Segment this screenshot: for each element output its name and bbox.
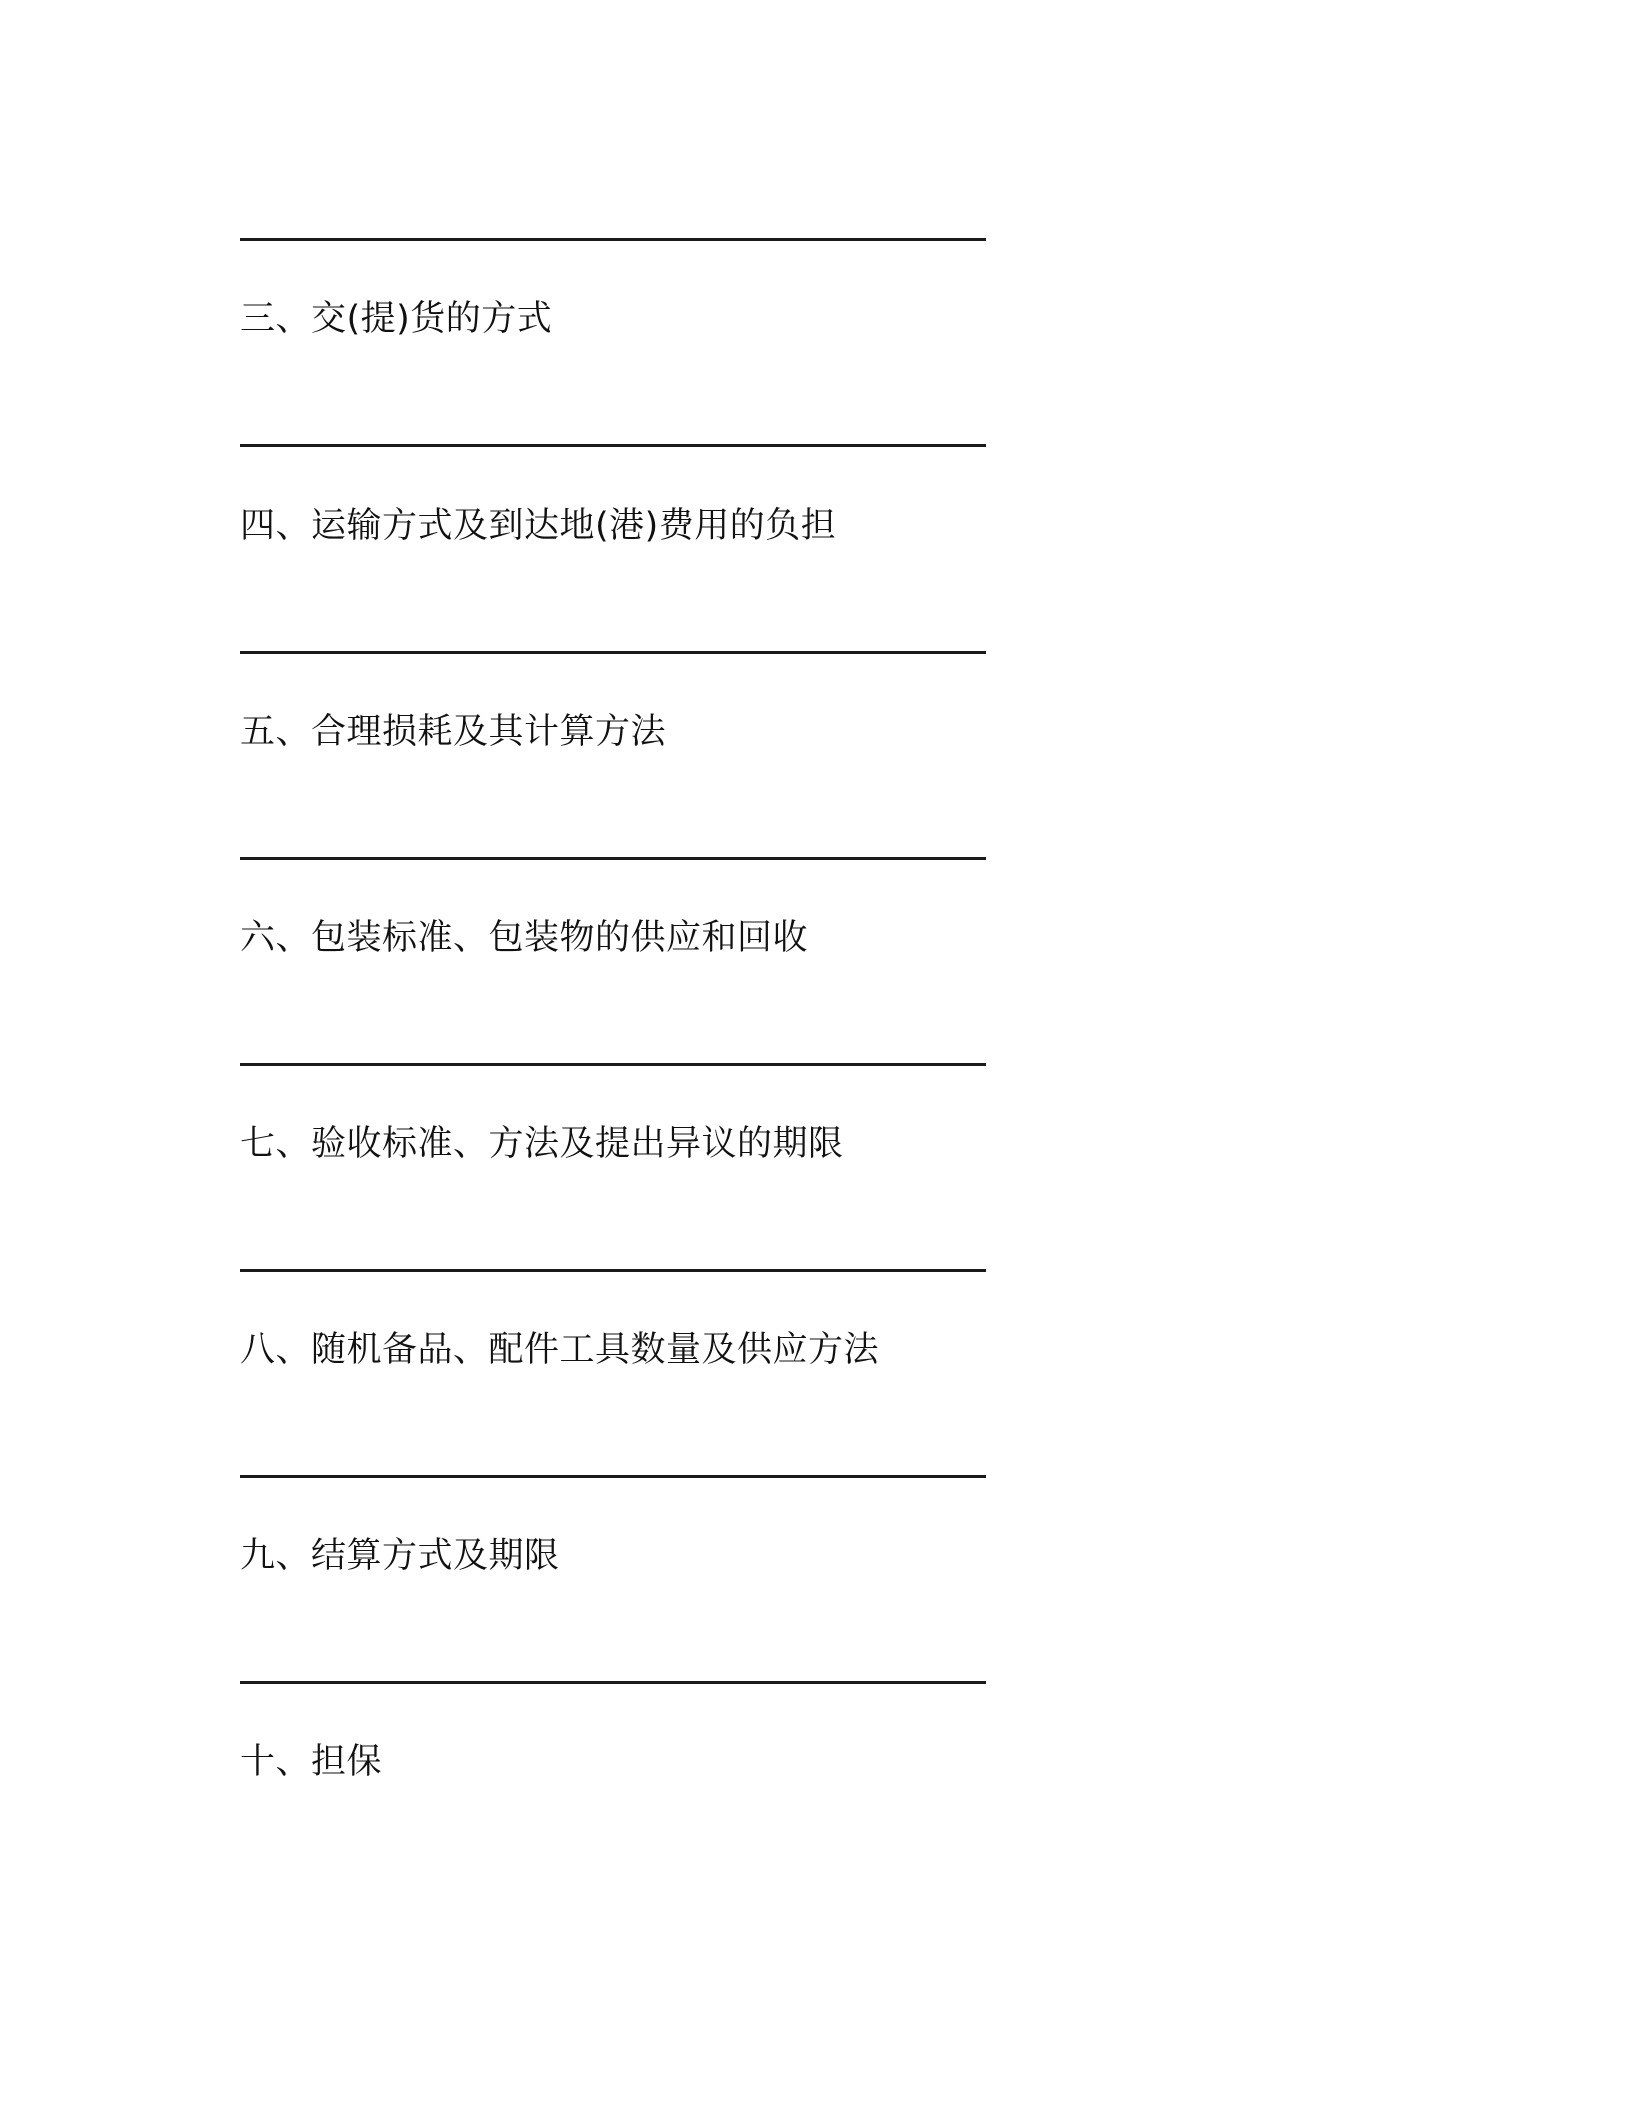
- clause-heading: 七、验收标准、方法及提出异议的期限: [240, 1124, 844, 1164]
- fill-in-line: [240, 1269, 986, 1272]
- clause-heading: 十、担保: [240, 1742, 383, 1782]
- clause-heading: 四、运输方式及到达地(港)费用的负担: [240, 506, 837, 546]
- fill-in-line: [240, 857, 986, 860]
- clause-heading: 八、随机备品、配件工具数量及供应方法: [240, 1330, 880, 1370]
- fill-in-line: [240, 444, 986, 447]
- fill-in-line: [240, 238, 986, 241]
- fill-in-line: [240, 1475, 986, 1478]
- clause-heading: 九、结算方式及期限: [240, 1536, 560, 1576]
- fill-in-line: [240, 1681, 986, 1684]
- clause-heading: 三、交(提)货的方式: [240, 299, 553, 339]
- fill-in-line: [240, 651, 986, 654]
- clause-heading: 五、合理损耗及其计算方法: [240, 712, 667, 752]
- clause-heading: 六、包装标准、包装物的供应和回收: [240, 918, 809, 958]
- fill-in-line: [240, 1063, 986, 1066]
